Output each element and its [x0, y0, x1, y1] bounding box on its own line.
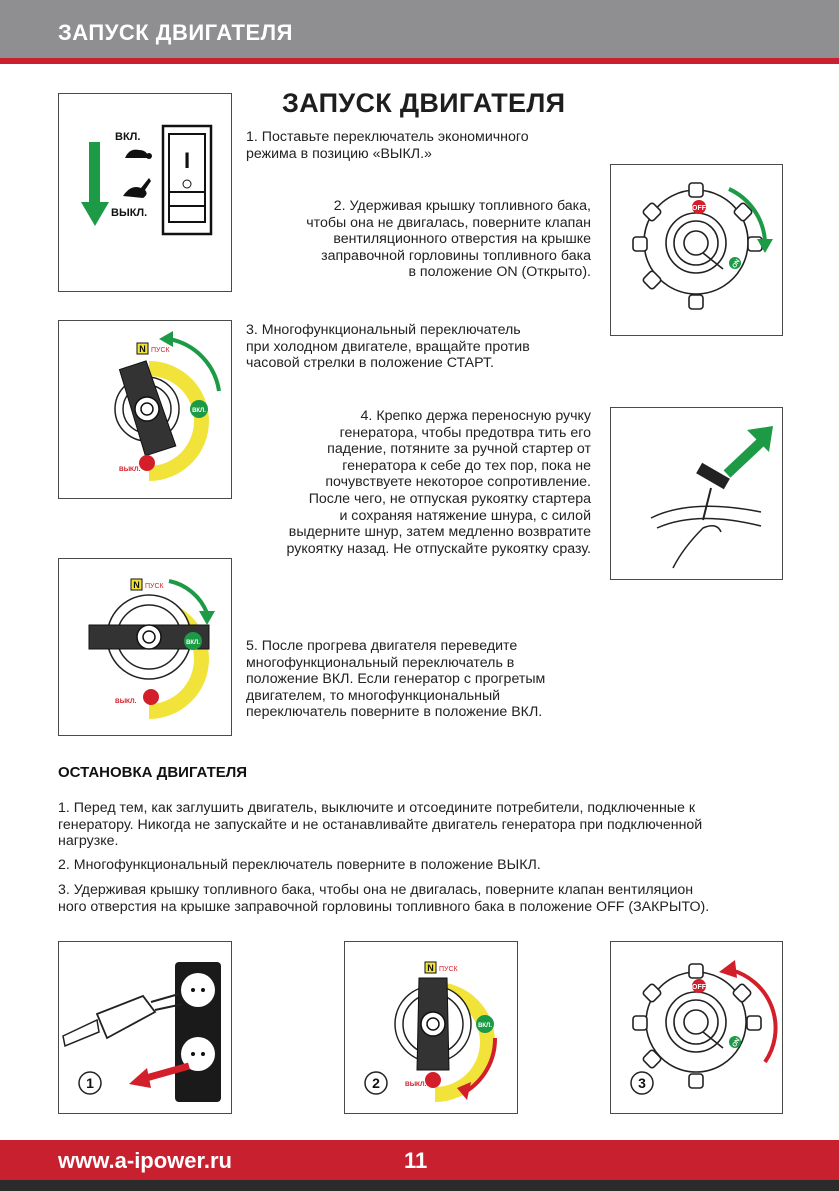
rabbit-icon: [123, 178, 151, 198]
down-arrow-icon: [81, 142, 109, 226]
header-red-stripe: [0, 58, 839, 64]
stop-section-title: ОСТАНОВКА ДВИГАТЕЛЯ: [58, 764, 248, 781]
figure-number-2: 2: [372, 1075, 380, 1091]
dial-start-symbol: N: [139, 344, 146, 354]
dial-figure-on: [58, 558, 232, 736]
stop-para-2: 2. Многофункциональный переключатель поверните в положение ВЫКЛ.: [58, 857, 541, 873]
footer-url[interactable]: www.a-ipower.ru: [58, 1148, 232, 1173]
stop-para-3: 3. Удерживая крышку топливного бака, чтобы она не двигалась, поверните клапан вентиляцион ного отверстия на крышке заправочной горловины топливного бака в положение OFF (ЗАКРЫТО).: [58, 882, 710, 915]
stop-para-1: 1. Перед тем, как заглушить двигатель, выключите и отсоедините потребители, подключенные к генератору. Никогда не запускайте и не останавливайте двигатель генератора при подключенной нагрузке.: [58, 800, 703, 850]
fuel-cap-figure-on: [610, 164, 783, 336]
footer-dark-stripe: [0, 1180, 839, 1191]
svg-text:ПУСК: ПУСК: [145, 583, 164, 590]
eco-off-label: ВЫКЛ.: [111, 207, 148, 219]
svg-text:N: N: [427, 963, 434, 973]
svg-text:ON: ON: [731, 1037, 742, 1049]
pull-starter-figure: [610, 407, 783, 580]
dial-start-label: ПУСК: [151, 347, 170, 354]
page-number: 11: [404, 1148, 428, 1173]
svg-text:N: N: [133, 580, 140, 590]
switch-on-mark: I: [183, 148, 191, 173]
dial-figure-start: [58, 320, 232, 499]
stop-figure-unplug: [58, 941, 232, 1114]
step-2-text: 2. Удерживая крышку топливного бака, чтобы она не двигалась, поверните клапан вентиляционного отверстия на крышке заправочной горловины топливного бака в положение ON (Открыто).: [306, 198, 591, 281]
up-right-arrow-icon: [727, 426, 773, 474]
turtle-icon: [125, 150, 149, 158]
svg-text:ВКЛ.: ВКЛ.: [186, 640, 200, 646]
step-1-text: [246, 129, 529, 162]
fuel-cap-off-label: OFF: [692, 205, 706, 212]
step-4-text: 4. Крепко держа переносную ручку генератора, чтобы предотвра тить его падение, потяните за ручной стартер от генератора к себе до тех пор, пока не почувствуете некоторое сопротивление. После чего, не отпуская рукоятку стартера и сохраняя натяжение шнура, с силой выдерните шнур, затем медленно возвратите рукоятку назад. Не отпускайте рукоятку сразу.: [286, 408, 591, 557]
stop-figure-fuel-cap-off: [610, 941, 783, 1114]
page-title: ЗАПУСК ДВИГАТЕЛЯ: [282, 88, 566, 118]
dial-on-label: ВКЛ.: [192, 408, 206, 414]
svg-text:ВКЛ.: ВКЛ.: [478, 1023, 492, 1029]
header-title: ЗАПУСК ДВИГАТЕЛЯ: [58, 20, 293, 45]
step-1-line-2: режима в позицию «ВЫКЛ.»: [246, 145, 432, 162]
svg-text:ПУСК: ПУСК: [439, 966, 458, 973]
svg-text:OFF: OFF: [692, 984, 706, 991]
svg-text:ВЫКЛ.: ВЫКЛ.: [115, 698, 137, 705]
figure-number-1: 1: [86, 1075, 94, 1091]
step-1-line-1: 1. Поставьте переключатель экономичного: [246, 129, 529, 145]
figure-number-3: 3: [638, 1075, 646, 1091]
eco-switch-figure: [58, 93, 232, 292]
stop-figure-dial-off: [344, 941, 518, 1114]
step-5-text: 5. После прогрева двигателя переведите многофункциональный переключатель в положение ВКЛ. Если генератор с прогретым двигателем, то многофункциональный переключатель поверните в положение ВКЛ.: [246, 638, 546, 721]
eco-on-label: ВКЛ.: [115, 131, 141, 143]
dial-off-label: ВЫКЛ.: [119, 466, 141, 473]
svg-text:ВЫКЛ.: ВЫКЛ.: [405, 1081, 427, 1088]
step-3-text: 3. Многофункциональный переключатель при холодном двигателе, вращайте против часовой стрелки в положение СТАРТ.: [246, 322, 530, 372]
fuel-cap-on-label: ON: [731, 258, 742, 270]
